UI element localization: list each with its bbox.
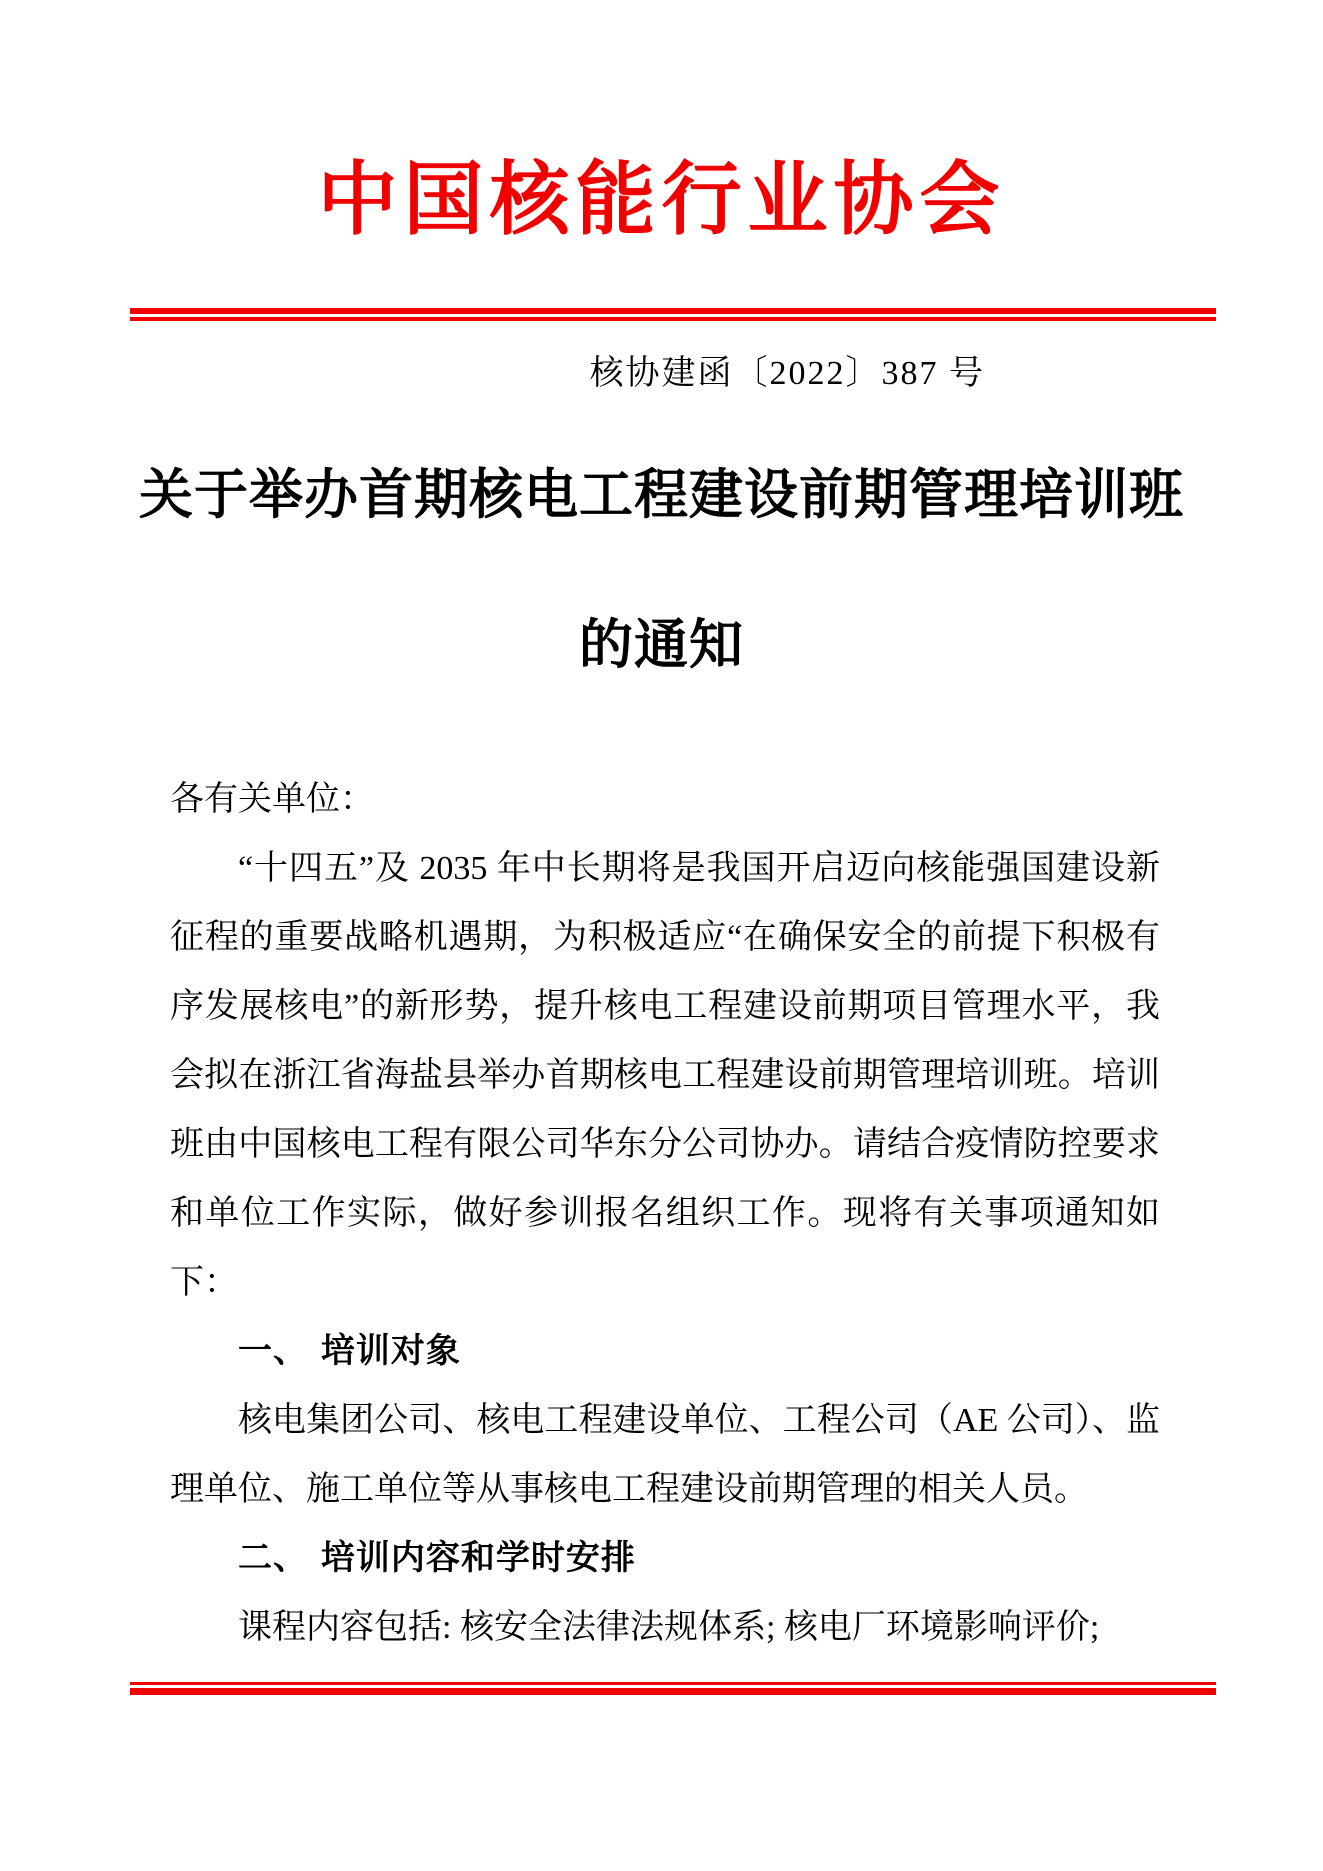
doc-title-line-2: 的通知: [579, 612, 744, 676]
section-2-body: 课程内容包括: 核安全法律法规体系; 核电厂环境影响评价;: [238, 1609, 1100, 1646]
footer-rule-thin: [130, 1682, 1216, 1685]
header-rule-thin: [130, 317, 1216, 321]
section-1-body: 核电集团公司、核电工程建设单位、工程公司（AE 公司）、监理单位、施工单位等从事核电工程建设前期管理的相关人员。: [170, 1402, 1160, 1508]
section-2-heading: 二、 培训内容和学时安排: [238, 1538, 636, 1578]
doc-title: [0, 419, 1323, 719]
doc-title-line-1: 关于举办首期核电工程建设前期管理培训班: [139, 462, 1184, 526]
doc-number: 核协建函〔2022〕387 号: [589, 355, 985, 392]
header-rule-thick: [130, 308, 1216, 314]
org-title: 中国核能行业协会: [317, 152, 1006, 246]
intro-paragraph: “十四五”及 2035 年中长期将是我国开启迈向核能强国建设新征程的重要战略机遇期，为积极适应“在确保安全的前提下积极有序发展核电”的新形势，提升核电工程建设前期项目管理水平，我会拟在浙江省海盐县举办首期核电工程建设前期管理培训班。培训班由中国核电工程有限公司华东分公司协办。请结合疫情防控要求和单位工作实际，做好参训报名组织工作。现将有关事项通知如下：: [170, 850, 1160, 1301]
salutation: 各有关单位：: [170, 781, 374, 818]
document-body: [170, 765, 1160, 1662]
footer-rule-thick: [130, 1688, 1216, 1695]
section-1-heading: 一、 培训对象: [238, 1331, 461, 1371]
